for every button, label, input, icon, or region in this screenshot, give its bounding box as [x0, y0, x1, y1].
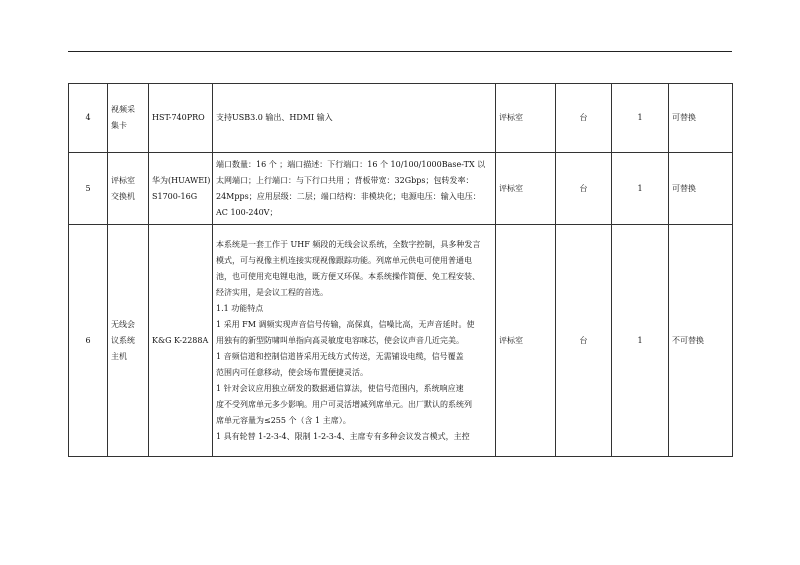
row-index: 6	[69, 225, 108, 457]
item-remark: 可替换	[669, 153, 733, 225]
header-rule	[68, 51, 732, 52]
item-unit: 台	[556, 153, 612, 225]
table-row	[69, 225, 733, 457]
item-spec: 支持USB3.0 输出、HDMI 输入	[213, 84, 496, 153]
item-name: 无线会 议系统 主机	[108, 225, 149, 457]
equipment-spec-table	[68, 83, 733, 457]
item-model: HST-740PRO	[149, 84, 213, 153]
item-name: 视频采 集卡	[108, 84, 149, 153]
item-unit: 台	[556, 84, 612, 153]
item-location: 评标室	[496, 225, 556, 457]
item-qty: 1	[612, 84, 669, 153]
item-location: 评标室	[496, 84, 556, 153]
item-name: 评标室 交换机	[108, 153, 149, 225]
item-remark: 可替换	[669, 84, 733, 153]
item-spec: 本系统是一套工作于 UHF 频段的无线会议系统，全数字控制，具多种发言 模式，可与视像主机连接实现视像跟踪功能。列席单元供电可使用普通电 池，也可使用充电锂电池，既方便又环保。本系统操作简便、免工程安装、 经济实用，是会议工程的首选。 1.1 功能特点 1 采用 FM 调频实现声音信号传输，高保真，信噪比高，无声音延时。使 用独有的新型防啸叫单指向高灵敏度电容咪芯，使会议声音几近完美。 1 音频信道和控制信道皆采用无线方式传送，无需铺设电缆，信号覆盖 范围内可任意移动，使会场布置便捷灵活。 1 针对会议应用独立研发的数据通信算法，使信号范围内，系统响应速 度不受列席单元多少影响。用户可灵活增减列席单元。出厂默认的系统列 席单元容量为≤255 个（含 1 主席）。 1 具有轮替 1-2-3-4、限制 1-2-3-4、主席专有多种会议发言模式，主控	[213, 225, 496, 457]
item-model: K&G K-2288A	[149, 225, 213, 457]
table-row	[69, 84, 733, 153]
item-qty: 1	[612, 153, 669, 225]
table-row	[69, 153, 733, 225]
item-spec: 端口数量：16 个 ；端口描述：下行端口：16 个 10/100/1000Base-TX 以 太网端口；上行端口：与下行口共用 ；背板带宽：32Gbps；包转发率： 24Mpps；应用层级：二层；端口结构：非模块化；电源电压：输入电压： AC 100-240V；	[213, 153, 496, 225]
item-location: 评标室	[496, 153, 556, 225]
row-index: 5	[69, 153, 108, 225]
item-model: 华为(HUAWEI) S1700-16G	[149, 153, 213, 225]
row-index: 4	[69, 84, 108, 153]
item-unit: 台	[556, 225, 612, 457]
item-remark: 不可替换	[669, 225, 733, 457]
item-qty: 1	[612, 225, 669, 457]
